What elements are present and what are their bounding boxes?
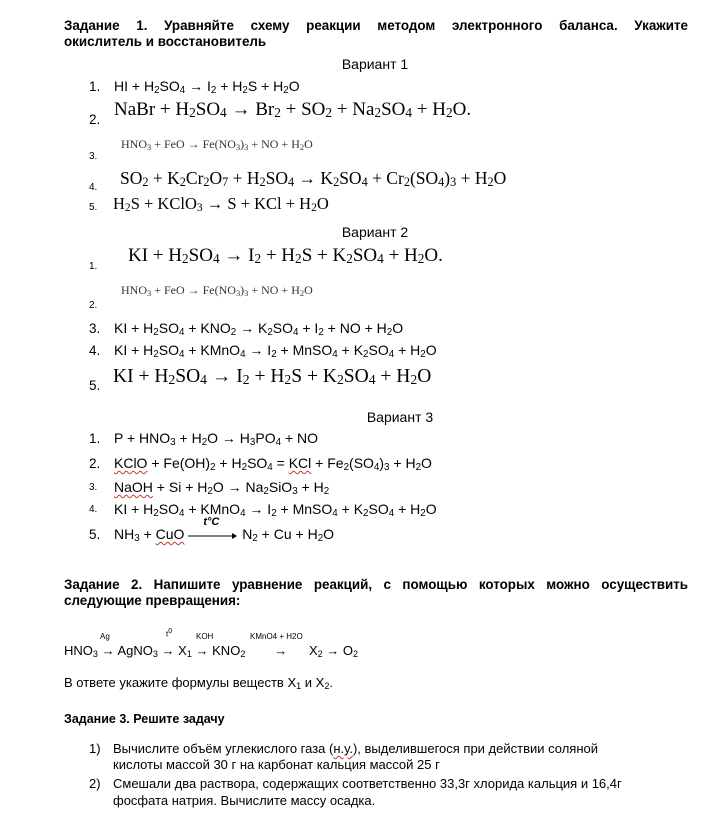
label-kmno4: KMnO4 + H2O: [250, 632, 303, 641]
long-arrow-icon: [188, 531, 238, 541]
task3-num-1: 1): [89, 741, 101, 756]
arrow-temp-label: t°C: [203, 516, 220, 529]
v3-eq-4: KI + $H_2SO_4$ + KMnO$_4$ → $I_2$ + MnSO$_4$ + $K_2SO_4 + H_2O$: [114, 501, 437, 519]
task1-title: [64, 18, 688, 50]
v2-eq-2: $HNO_3$ + FeO → $Fe(NO_3)_3$ + NO + $H_2O$: [121, 283, 313, 298]
label-koh: KOH: [196, 632, 214, 641]
v2-eq-4: KI + $H_2SO_4$ + KMnO$_4$ → $I_2$ + MnSO$_4$ + $K_2SO_4 + H_2O$: [114, 342, 437, 360]
v3-eq-5: $NH_3$ + CuO t°C $N_2 + Cu + H_2O$: [114, 516, 335, 544]
task3-item2-line1: Смешали два раствора, содержащих соответственно 33,3г хлорида кальция и 16,4г: [113, 776, 622, 791]
task3-num-2: 2): [89, 776, 101, 791]
variant1-title: Вариант 1: [341, 56, 409, 72]
v1-eq-3: $HNO_3$ + FeO → $Fe(NO_3)_3$ + NO + $H_2O$: [121, 137, 313, 152]
arrow-with-temp: [188, 516, 238, 542]
task2-title-line2: следующие превращения:: [64, 593, 241, 608]
task1-title-line1: Задание 1. Уравняйте схему реакции методом электронного баланса. Укажите: [64, 18, 688, 33]
v1-num-5: 5.: [89, 202, 98, 213]
v2-num-3: 3.: [89, 321, 101, 336]
v1-eq-5: $H_2S$ + KClO$_3$ → S + KCl + $H_2O$: [113, 194, 329, 214]
task3-item2-line2: фосфата натрия. Вычислите массу осадка.: [113, 793, 376, 808]
v2-num-2: 2.: [89, 300, 98, 311]
task1-title-line2: окислитель и восстановитель: [64, 34, 267, 49]
variant2-title: Вариант 2: [341, 224, 409, 240]
v3-num-1: 1.: [89, 431, 101, 446]
v1-num-1: 1.: [89, 79, 101, 94]
v3-eq-2: KClO + $Fe(OH)_2 + H_2SO_4$ = KCl + $Fe_2(SO_4)_3 + H_2O$: [114, 455, 432, 473]
task3-item1-line1: Вычислите объём углекислого газа (н.у.), выделившегося при действии соляной: [113, 741, 599, 756]
v2-num-5: 5.: [89, 378, 101, 393]
transformation-chain: $HNO_3$ → AgNO$_3$ → $X_1 \to KNO_2$ → $X_2 \to O_2$: [64, 643, 359, 659]
task3-title: Задание 3. Решите задачу: [64, 712, 225, 726]
task3-item1-line2: кислоты массой 30 г на карбонат кальция массой 25 г: [113, 757, 440, 772]
v1-num-4: 4.: [89, 182, 98, 193]
v1-num-2: 2.: [89, 112, 101, 127]
label-t0: $t^0$: [166, 628, 173, 639]
v1-eq-1: HI + $H_2SO_4 \to I_2 + H_2S + H_2O$: [114, 78, 300, 96]
v2-eq-5: KI + $H_2SO_4 \to I_2 + H_2S + K_2SO_4 + H_2O$: [113, 366, 432, 387]
v3-eq-1: $P + HNO_3 + H_2O \to H_3PO_4$ + NO: [114, 430, 319, 448]
v2-num-1: 1.: [89, 261, 98, 272]
task2-title: [64, 577, 688, 609]
label-ag: Ag: [100, 632, 110, 641]
v1-eq-2: NaBr + $H_2SO_4 \to Br_2 + SO_2 + Na_2SO_4 + H_2O$.: [114, 99, 472, 120]
variant3-title: Вариант 3: [366, 409, 434, 425]
v1-num-3: 3.: [89, 151, 98, 162]
v3-eq-3: NaOH + $Si + H_2O \to Na_2SiO_3 + H_2$: [114, 479, 330, 497]
v2-eq-3: KI + $H_2SO_4 + KNO_2 \to K_2SO_4 + I_2$ + NO + $H_2O$: [114, 320, 404, 338]
v2-num-4: 4.: [89, 343, 101, 358]
v3-num-2: 2.: [89, 456, 101, 471]
v3-num-3: 3.: [89, 482, 98, 493]
v3-num-4: 4.: [89, 504, 98, 515]
v1-eq-4: $SO_2 + K_2Cr_2O_7 + H_2SO_4 \to K_2SO_4 + Cr_2(SO_4)_3 + H_2O$: [120, 168, 507, 189]
v3-num-5: 5.: [89, 527, 101, 542]
task2-title-line1: Задание 2. Напишите уравнение реакций, с помощью которых можно осуществить: [64, 577, 688, 592]
v2-eq-1: KI + $H_2SO_4 \to I_2 + H_2S + K_2SO_4 + H_2O$.: [128, 245, 443, 266]
task2-answer-note: В ответе укажите формулы веществ $X_1$ и $X_2$.: [64, 675, 334, 691]
